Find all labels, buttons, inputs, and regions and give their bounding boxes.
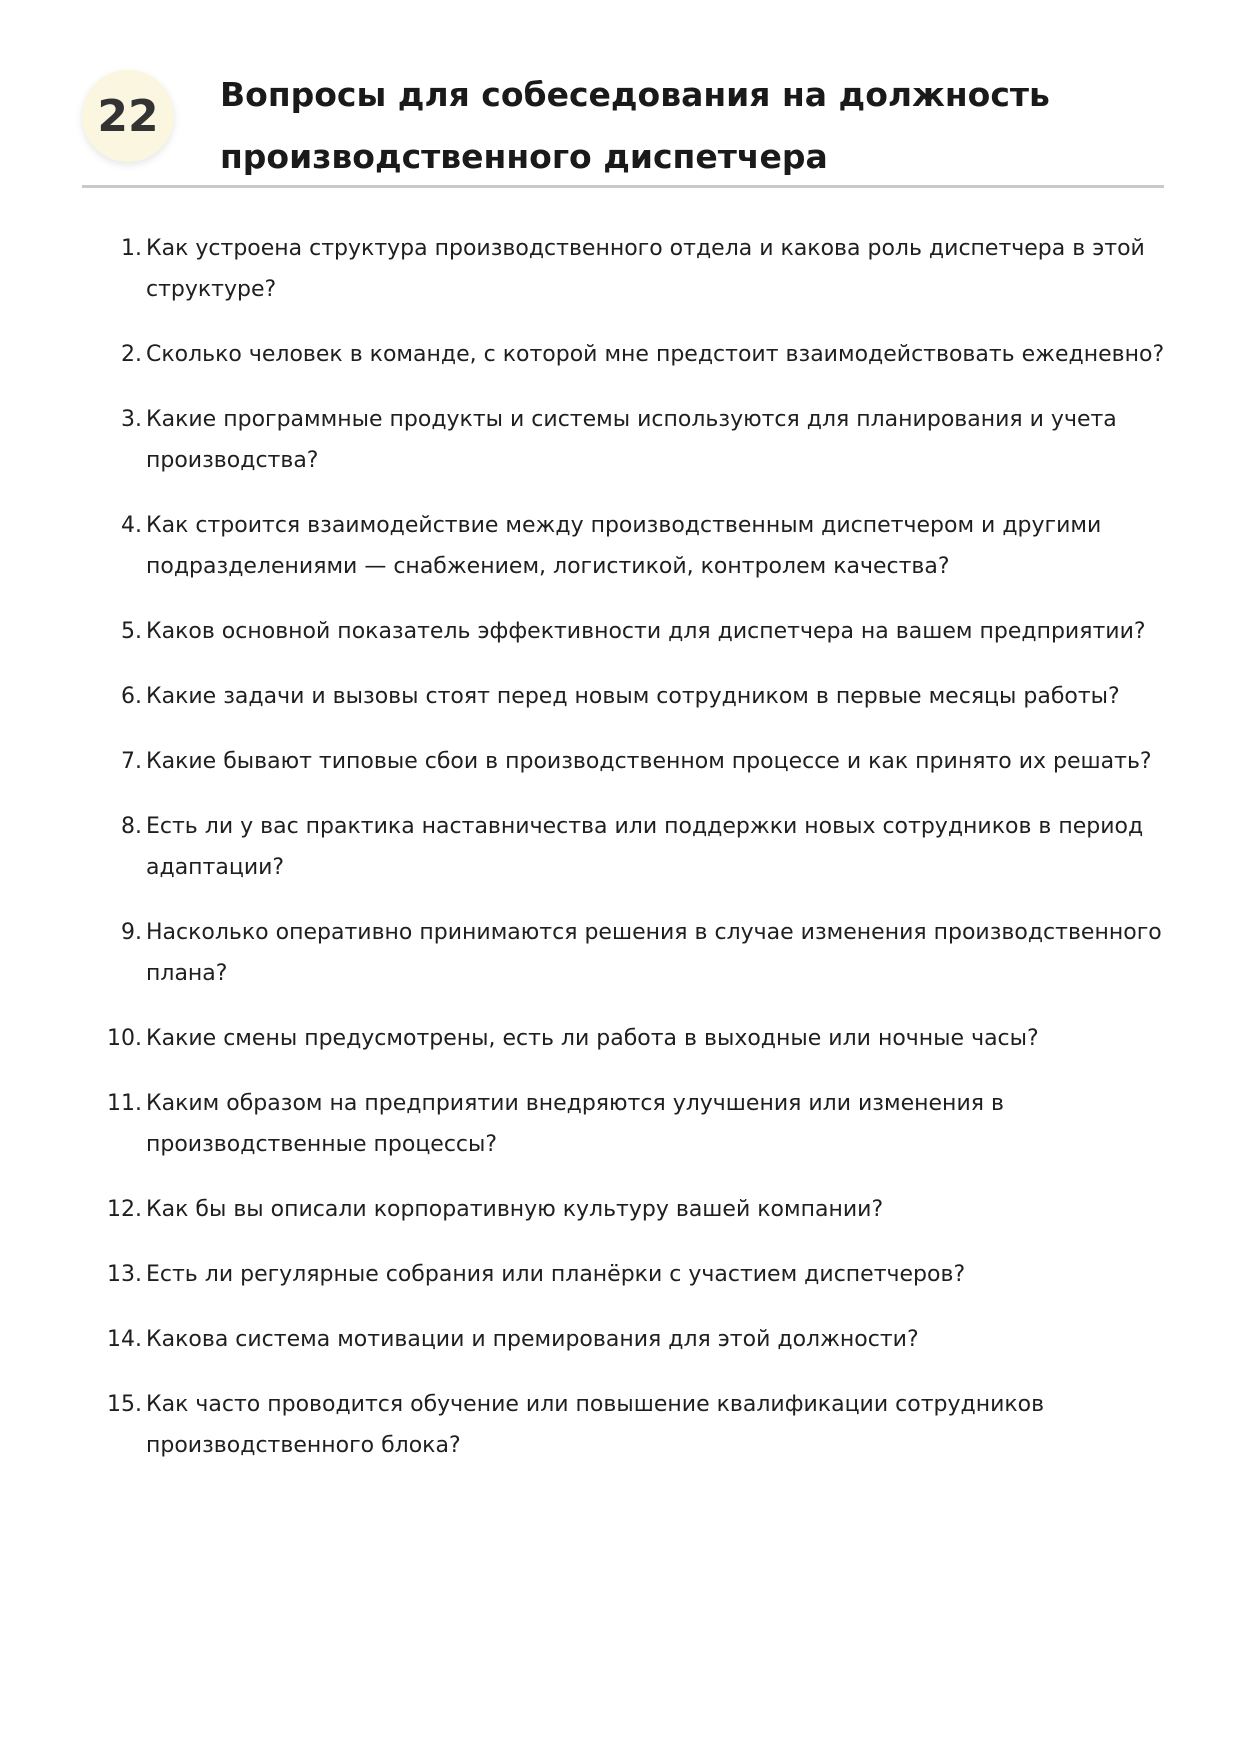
question-number: 12. [107, 1197, 142, 1222]
page-number: 22 [97, 90, 159, 142]
question-number: 10. [107, 1026, 142, 1051]
question-text: Какова система мотивации и премирования для этой должности? [146, 1327, 919, 1352]
question-item [121, 611, 1171, 652]
page-number-badge [82, 70, 174, 162]
question-text: Какие программные продукты и системы используются для планирования и учета производства? [146, 407, 1117, 473]
question-number: 14. [107, 1327, 142, 1352]
page-title: Вопросы для собеседования на должность производственного диспетчера [220, 75, 1050, 176]
question-number: 5. [121, 619, 142, 644]
question-item [121, 334, 1171, 375]
question-item [107, 1384, 1171, 1466]
page-header [82, 62, 1164, 188]
question-text: Как строится взаимодействие между производственным диспетчером и другими подразделениями — снабжением, логистикой, контролем качества? [146, 513, 1102, 579]
question-number: 1. [121, 236, 142, 261]
question-number: 6. [121, 684, 142, 709]
question-item [121, 228, 1171, 310]
question-item [107, 1189, 1171, 1230]
question-number: 8. [121, 814, 142, 839]
question-item [121, 505, 1171, 587]
question-number: 2. [121, 342, 142, 367]
question-number: 3. [121, 407, 142, 432]
question-number: 11. [107, 1091, 142, 1116]
question-text: Насколько оперативно принимаются решения в случае изменения производственного плана? [146, 920, 1162, 986]
question-item [107, 1018, 1171, 1059]
question-number: 13. [107, 1262, 142, 1287]
question-text: Есть ли регулярные собрания или планёрки с участием диспетчеров? [146, 1262, 966, 1287]
question-text: Каков основной показатель эффективности для диспетчера на вашем предприятии? [146, 619, 1146, 644]
question-number: 7. [121, 749, 142, 774]
questions-list [107, 228, 1171, 1490]
question-item [121, 399, 1171, 481]
question-item [121, 741, 1171, 782]
question-text: Какие бывают типовые сбои в производственном процессе и как принято их решать? [146, 749, 1152, 774]
question-text: Сколько человек в команде, с которой мне предстоит взаимодействовать ежедневно? [146, 342, 1165, 367]
question-text: Как устроена структура производственного отдела и какова роль диспетчера в этой структуре? [146, 236, 1145, 302]
question-number: 15. [107, 1392, 142, 1417]
question-number: 4. [121, 513, 142, 538]
question-text: Какие смены предусмотрены, есть ли работа в выходные или ночные часы? [146, 1026, 1039, 1051]
question-number: 9. [121, 920, 142, 945]
question-item [107, 1319, 1171, 1360]
question-item [121, 806, 1171, 888]
question-text: Каким образом на предприятии внедряются улучшения или изменения в производственные процессы? [146, 1091, 1004, 1157]
question-text: Как бы вы описали корпоративную культуру вашей компании? [146, 1197, 884, 1222]
question-item [121, 676, 1171, 717]
question-item [107, 1083, 1171, 1165]
question-item [121, 912, 1171, 994]
question-text: Какие задачи и вызовы стоят перед новым сотрудником в первые месяцы работы? [146, 684, 1120, 709]
question-item [107, 1254, 1171, 1295]
question-text: Как часто проводится обучение или повышение квалификации сотрудников производственного блока? [146, 1392, 1045, 1458]
question-text: Есть ли у вас практика наставничества или поддержки новых сотрудников в период адаптации? [146, 814, 1144, 880]
